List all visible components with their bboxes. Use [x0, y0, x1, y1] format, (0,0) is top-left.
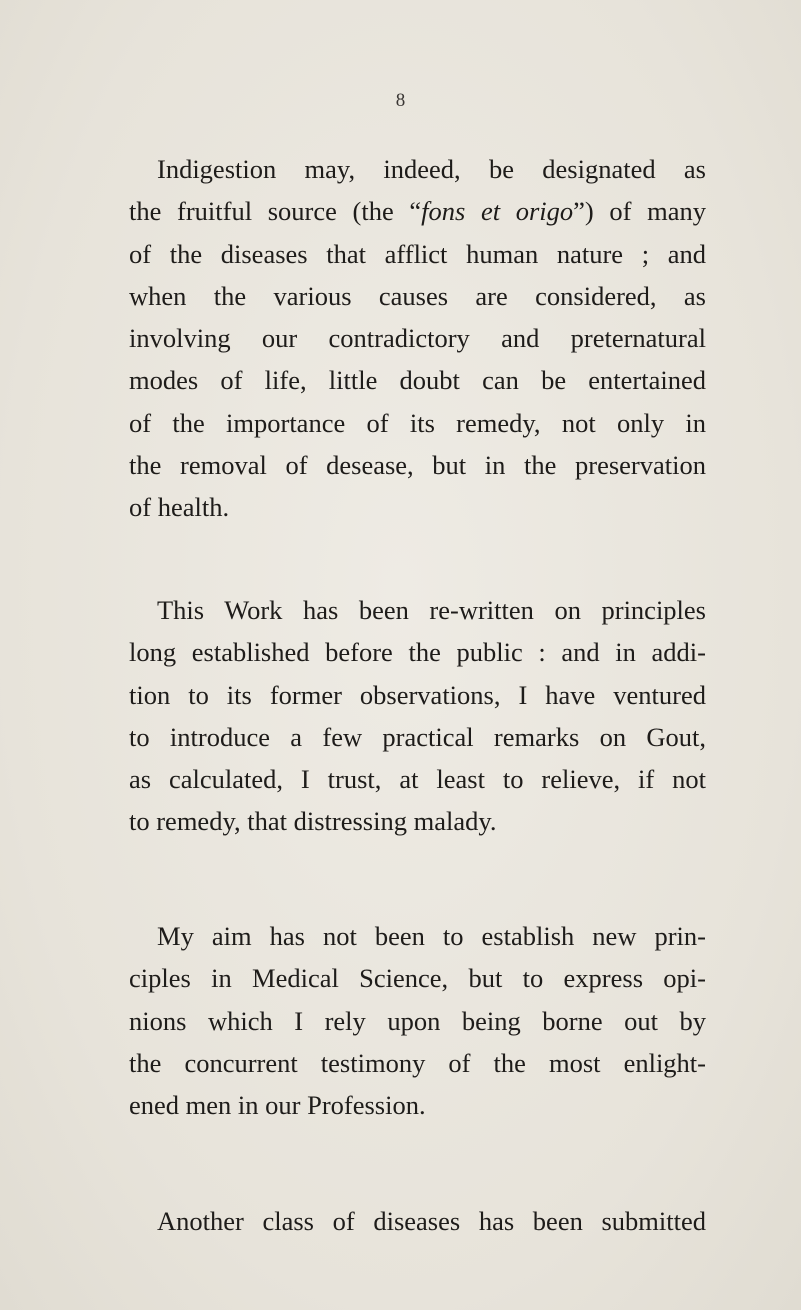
paragraph-4	[129, 1200, 706, 1242]
text-line: when the various causes are considered, as	[129, 280, 706, 311]
text-line-with-italic	[129, 190, 706, 232]
text-line: long established before the public : and in addi-	[129, 637, 706, 668]
text-line: nions which I rely upon being borne out by	[129, 1005, 706, 1036]
text-line: tion to its former observations, I have ventured	[129, 679, 706, 710]
text-segment: the fruitful source (the “	[129, 196, 422, 227]
text-line: of the importance of its remedy, not only in	[129, 407, 706, 438]
text-line: as calculated, I trust, at least to relieve, if not	[129, 764, 706, 795]
page-number: 8	[395, 90, 406, 111]
text-line: the concurrent testimony of the most enlight-	[129, 1047, 706, 1078]
text-line: involving our contradictory and preternatural	[129, 323, 706, 354]
text-line: of the diseases that afflict human nature ; and	[129, 238, 706, 269]
text-line: to remedy, that distressing malady.	[129, 806, 497, 837]
paragraph-1	[129, 148, 706, 529]
text-line: ened men in our Profession.	[129, 1090, 426, 1121]
paragraph-2	[129, 589, 706, 843]
italic-latin-phrase: fons et origo	[421, 196, 574, 227]
text-line: of health.	[129, 492, 230, 523]
text-line: This Work has been re-written on principles	[157, 595, 706, 625]
text-line: modes of life, little doubt can be entertained	[129, 365, 706, 396]
text-line: Another class of diseases has been submitted	[157, 1206, 706, 1236]
text-line: to introduce a few practical remarks on Gout,	[129, 721, 706, 752]
text-line: ciples in Medical Science, but to express opi-	[129, 963, 706, 994]
text-line: Indigestion may, indeed, be designated as	[157, 154, 706, 184]
text-segment: ”) of many	[573, 196, 706, 227]
text-line: the removal of desease, but in the preservation	[129, 450, 706, 481]
text-line: My aim has not been to establish new prin-	[157, 921, 706, 951]
paragraph-3	[129, 915, 706, 1126]
